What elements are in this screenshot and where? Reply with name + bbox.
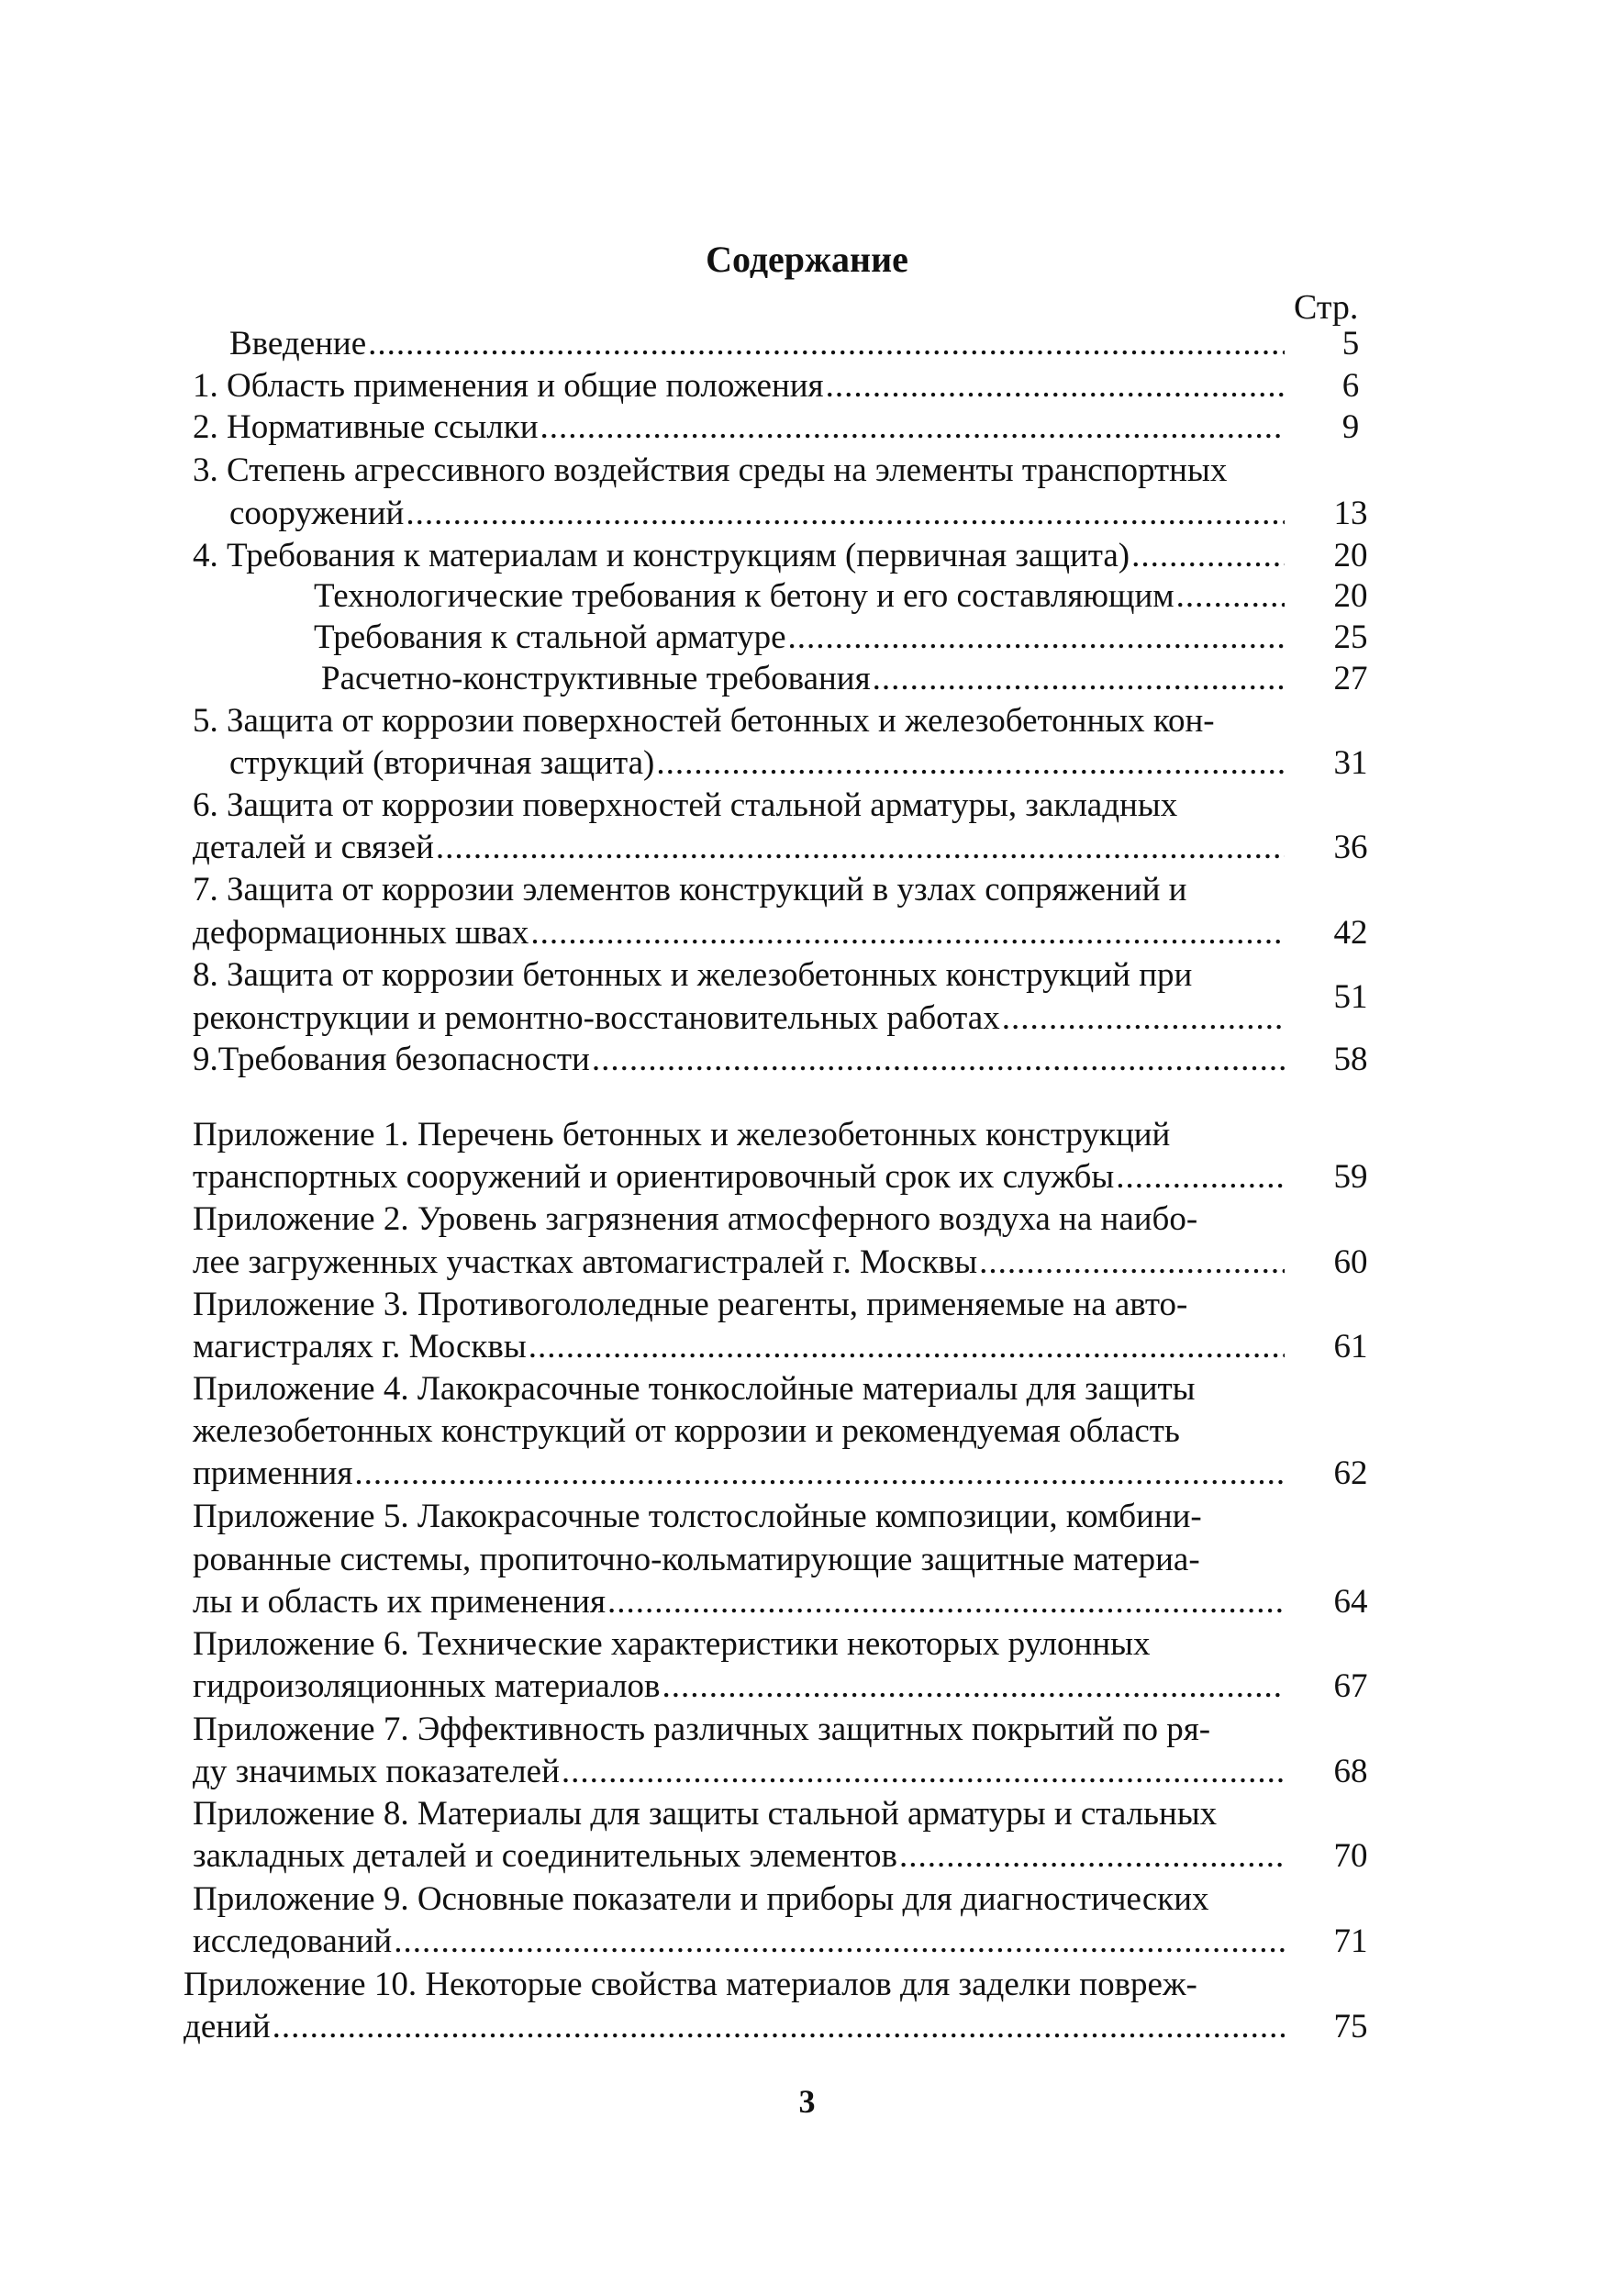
toc-entry-line: Приложение 7. Эффективность различных защитных покрытий по ря-: [193, 1711, 1211, 1748]
toc-entry-line: [184, 2006, 1285, 2048]
toc-page-number: 61: [1333, 1328, 1368, 1365]
dot-leader: [788, 617, 1285, 659]
toc-page-number: 51: [1333, 977, 1368, 1016]
dot-leader: [540, 407, 1285, 449]
toc-page-number: 71: [1333, 1923, 1368, 1960]
dot-leader: [273, 2006, 1285, 2048]
toc-entry-line: Приложение 4. Лакокрасочные тонкослойные материалы для защиты: [193, 1370, 1196, 1408]
toc-entry-line: Приложение 6. Технические характеристики некоторых рулонных: [193, 1625, 1151, 1663]
toc-entry-line: [193, 998, 1285, 1040]
toc-page-number: 5: [1341, 325, 1360, 362]
toc-entry-line: [321, 658, 1285, 700]
toc-page-number: 27: [1333, 660, 1368, 697]
dot-leader: [394, 1921, 1285, 1963]
toc-entry-line: Приложение 5. Лакокрасочные толстослойные композиции, комбини-: [193, 1498, 1202, 1535]
dot-leader: [656, 742, 1285, 785]
dot-leader: [826, 365, 1285, 407]
toc-entry-text: лее загруженных участках автомагистралей г. Москвы: [193, 1243, 978, 1281]
toc-page-number: 9: [1341, 408, 1360, 446]
toc-entry-line: Приложение 10. Некоторые свойства материалов для заделки повреж-: [184, 1966, 1197, 2003]
toc-page-number: 20: [1333, 537, 1368, 574]
toc-entry-line: 7. Защита от коррозии элементов конструкций в узлах сопряжений и: [193, 871, 1187, 908]
toc-page-number: 36: [1333, 829, 1368, 866]
dot-leader: [979, 1242, 1285, 1284]
toc-page-number: 60: [1333, 1243, 1368, 1281]
dot-leader: [899, 1835, 1285, 1878]
dot-leader: [354, 1453, 1285, 1495]
toc-entry-line: [193, 1326, 1285, 1368]
dot-leader: [607, 1581, 1285, 1623]
toc-entry-line: [193, 1835, 1285, 1878]
toc-entry-text: магистралях г. Москвы: [193, 1328, 527, 1365]
toc-entry-line: [193, 1666, 1285, 1708]
toc-page-number: 59: [1333, 1158, 1368, 1196]
toc-entry-line: [193, 365, 1285, 407]
toc-entry-text: реконструкции и ремонтно-восстановительных работах: [193, 999, 1000, 1037]
toc-entry-line: Приложение 9. Основные показатели и приборы для диагностических: [193, 1880, 1209, 1918]
page-title: Содержание: [706, 239, 908, 280]
toc-entry-line: [193, 827, 1285, 869]
toc-entry-text: сооружений: [229, 495, 405, 532]
toc-entry-line: [314, 617, 1285, 659]
toc-entry-line: [229, 493, 1285, 535]
toc-entry-line: [193, 1751, 1285, 1793]
toc-entry-text: 1. Область применения и общие положения: [193, 367, 824, 405]
toc-entry-line: [229, 323, 1285, 365]
toc-entry-line: рованные системы, пропиточно-кольматирующие защитные материа-: [193, 1541, 1200, 1578]
toc-page-number: 62: [1333, 1455, 1368, 1492]
toc-entry-text: Введение: [229, 325, 367, 362]
dot-leader: [592, 1039, 1285, 1081]
toc-entry-line: [193, 1156, 1285, 1198]
dot-leader: [662, 1666, 1285, 1708]
toc-entry-line: [193, 535, 1285, 577]
dot-leader: [1002, 998, 1285, 1040]
toc-entry-text: деформационных швах: [193, 914, 529, 952]
dot-leader: [368, 323, 1285, 365]
toc-entry-text: применния: [193, 1455, 353, 1492]
toc-entry-text: закладных деталей и соединительных элементов: [193, 1837, 898, 1875]
toc-entry-text: Технологические требования к бетону и его составляющим: [314, 577, 1174, 615]
dot-leader: [530, 912, 1285, 954]
toc-entry-line: [229, 742, 1285, 785]
toc-entry-text: 2. Нормативные ссылки: [193, 408, 539, 446]
toc-entry-text: гидроизоляционных материалов: [193, 1667, 661, 1705]
toc-entry-text: деталей и связей: [193, 829, 434, 866]
toc-entry-line: 3. Степень агрессивного воздействия среды на элементы транспортных: [193, 451, 1228, 489]
toc-entry-text: Расчетно-конструктивные требования: [321, 660, 871, 697]
toc-entry-line: 6. Защита от коррозии поверхностей стальной арматуры, закладных: [193, 786, 1178, 824]
toc-entry-text: транспортных сооружений и ориентировочный срок их службы: [193, 1158, 1115, 1196]
toc-entry-text: ду значимых показателей: [193, 1753, 560, 1790]
toc-page-number: 31: [1333, 744, 1368, 782]
toc-entry-line: [193, 1921, 1285, 1963]
toc-entry-line: [314, 575, 1285, 618]
toc-entry-text: струкций (вторичная защита): [229, 744, 655, 782]
toc-page-number: 6: [1341, 367, 1360, 405]
toc-page-number: 25: [1333, 619, 1368, 656]
dot-leader: [873, 658, 1285, 700]
toc-page-number: 64: [1333, 1583, 1368, 1621]
toc-page-number: 13: [1333, 495, 1368, 532]
toc-entry-line: Приложение 3. Противогололедные реагенты, применяемые на авто-: [193, 1286, 1188, 1323]
toc-page-number: 42: [1333, 914, 1368, 952]
toc-page-number: 70: [1333, 1837, 1368, 1875]
dot-leader: [1116, 1156, 1285, 1198]
toc-entry-text: 9.Требования безопасности: [193, 1041, 590, 1078]
toc-entry-line: [193, 407, 1285, 449]
toc-entry-line: Приложение 8. Материалы для защиты стальной арматуры и стальных: [193, 1795, 1218, 1833]
toc-page-number: 67: [1333, 1667, 1368, 1705]
toc-entry-text: Требования к стальной арматуре: [314, 619, 786, 656]
toc-page-number: 20: [1333, 577, 1368, 615]
toc-entry-line: [193, 1453, 1285, 1495]
toc-entry-line: [193, 1581, 1285, 1623]
toc-page-number: 75: [1333, 2008, 1368, 2045]
dot-leader: [436, 827, 1285, 869]
page-number: 3: [798, 2083, 816, 2120]
toc-entry-line: [193, 912, 1285, 954]
toc-entry-text: лы и область их применения: [193, 1583, 606, 1621]
toc-entry-line: 8. Защита от коррозии бетонных и железобетонных конструкций при: [193, 956, 1193, 994]
toc-entry-line: 5. Защита от коррозии поверхностей бетонных и железобетонных кон-: [193, 702, 1215, 740]
dot-leader: [1131, 535, 1285, 577]
toc-entry-line: [193, 1039, 1285, 1081]
dot-leader: [562, 1751, 1285, 1793]
toc-entry-text: исследований: [193, 1923, 393, 1960]
dot-leader: [529, 1326, 1285, 1368]
dot-leader: [1176, 575, 1285, 618]
toc-entry-text: дений: [184, 2008, 271, 2045]
toc-entry-line: железобетонных конструкций от коррозии и рекомендуемая область: [193, 1412, 1180, 1450]
toc-entry-line: Приложение 2. Уровень загрязнения атмосферного воздуха на наибо-: [193, 1200, 1198, 1238]
toc-page-number: 68: [1333, 1753, 1368, 1790]
toc-entry-text: 4. Требования к материалам и конструкциям (первичная защита): [193, 537, 1130, 574]
toc-entry-line: [193, 1242, 1285, 1284]
page-column-header: Стр.: [1294, 288, 1359, 327]
dot-leader: [406, 493, 1285, 535]
toc-entry-line: Приложение 1. Перечень бетонных и железобетонных конструкций: [193, 1116, 1171, 1154]
toc-page-number: 58: [1333, 1041, 1368, 1078]
